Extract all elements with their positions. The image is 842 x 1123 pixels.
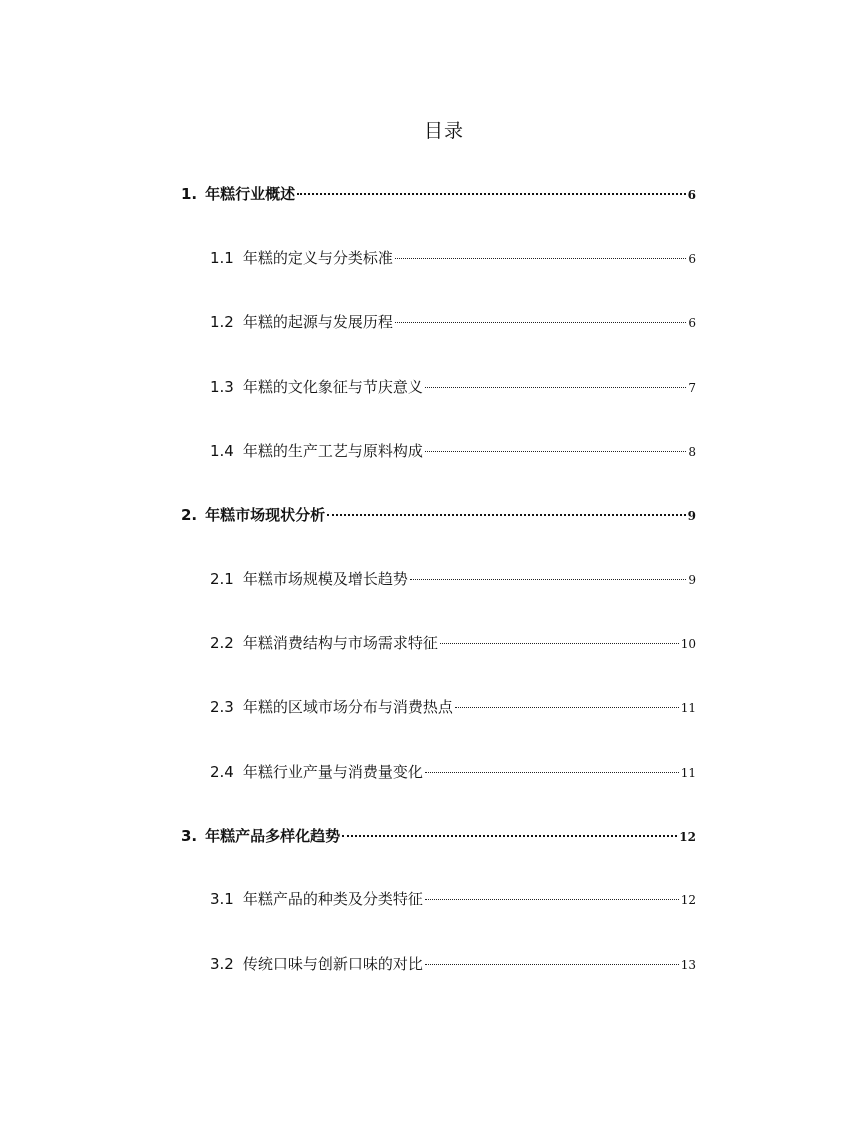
toc-entry-page: 9 <box>687 509 696 523</box>
toc-entry-section-2-3[interactable] <box>210 694 696 720</box>
toc-entry-number: 3.1 <box>210 890 234 908</box>
toc-entry-section-2-4[interactable] <box>210 759 696 785</box>
toc-dot-leader <box>425 963 679 965</box>
toc-entry-chapter-3[interactable] <box>181 823 696 849</box>
toc-entry-number: 1. <box>181 185 198 203</box>
toc-entry-text: 年糕行业概述 <box>205 185 296 203</box>
toc-dot-leader <box>395 257 686 259</box>
toc-entry-number: 3.2 <box>210 955 234 973</box>
toc-entry-page: 10 <box>680 637 696 651</box>
toc-entry-text: 年糕行业产量与消费量变化 <box>242 763 423 781</box>
toc-dot-leader <box>425 386 686 388</box>
toc-entry-text: 年糕的起源与发展历程 <box>242 313 393 331</box>
toc-entry-number: 2.3 <box>210 698 234 716</box>
toc-entry-section-2-2[interactable] <box>210 630 696 656</box>
toc-entry-section-3-2[interactable] <box>210 951 696 977</box>
toc-entry-section-1-1[interactable] <box>210 245 696 271</box>
toc-entry-number: 1.2 <box>210 313 234 331</box>
toc-entry-page: 12 <box>679 830 696 844</box>
toc-entry-number: 2.4 <box>210 763 234 781</box>
toc-entry-number: 1.1 <box>210 249 234 267</box>
toc-entry-text: 年糕的生产工艺与原料构成 <box>242 442 423 460</box>
toc-entry-page: 11 <box>680 701 696 715</box>
toc-entry-page: 12 <box>680 893 696 907</box>
toc-entry-page: 6 <box>688 252 696 266</box>
toc-dot-leader <box>327 513 685 516</box>
toc-entry-section-3-1[interactable] <box>210 886 696 912</box>
toc-dot-leader <box>425 450 686 452</box>
toc-entry-text: 年糕的区域市场分布与消费热点 <box>242 698 453 716</box>
toc-dot-leader <box>425 771 679 773</box>
toc-dot-leader <box>425 898 679 900</box>
toc-entry-chapter-1[interactable] <box>181 181 696 207</box>
toc-entry-section-1-3[interactable] <box>210 374 696 400</box>
toc-entry-number: 2. <box>181 506 198 524</box>
toc-entry-number: 1.3 <box>210 378 234 396</box>
toc-entry-page: 11 <box>680 766 696 780</box>
toc-dot-leader <box>297 192 685 195</box>
toc-entry-text: 年糕的文化象征与节庆意义 <box>242 378 423 396</box>
toc-dot-leader <box>440 642 679 644</box>
toc-entry-section-2-1[interactable] <box>210 566 696 592</box>
toc-dot-leader <box>455 706 679 708</box>
toc-entry-page: 9 <box>688 573 696 587</box>
toc-entry-page: 7 <box>688 381 696 395</box>
toc-dot-leader <box>342 834 677 837</box>
toc-entry-text: 年糕市场规模及增长趋势 <box>242 570 408 588</box>
toc-entry-page: 6 <box>687 188 696 202</box>
toc-entry-number: 2.1 <box>210 570 234 588</box>
toc-entry-text: 年糕的定义与分类标准 <box>242 249 393 267</box>
toc-entry-text: 年糕消费结构与市场需求特征 <box>242 634 438 652</box>
toc-entry-section-1-4[interactable] <box>210 438 696 464</box>
toc-entry-number: 2.2 <box>210 634 234 652</box>
toc-entry-number: 1.4 <box>210 442 234 460</box>
toc-entry-page: 8 <box>688 445 696 459</box>
toc-entry-section-1-2[interactable] <box>210 309 696 335</box>
toc-entry-page: 13 <box>680 958 696 972</box>
toc-dot-leader <box>410 578 686 580</box>
toc-entry-text: 年糕产品多样化趋势 <box>205 827 341 845</box>
toc-entry-page: 6 <box>688 316 696 330</box>
toc-entry-text: 传统口味与创新口味的对比 <box>242 955 423 973</box>
toc-entry-chapter-2[interactable] <box>181 502 696 528</box>
toc-entry-text: 年糕市场现状分析 <box>205 506 326 524</box>
toc-title: 目录 <box>423 120 464 142</box>
toc-entry-number: 3. <box>181 827 198 845</box>
toc-entry-text: 年糕产品的种类及分类特征 <box>242 890 423 908</box>
toc-dot-leader <box>395 321 686 323</box>
